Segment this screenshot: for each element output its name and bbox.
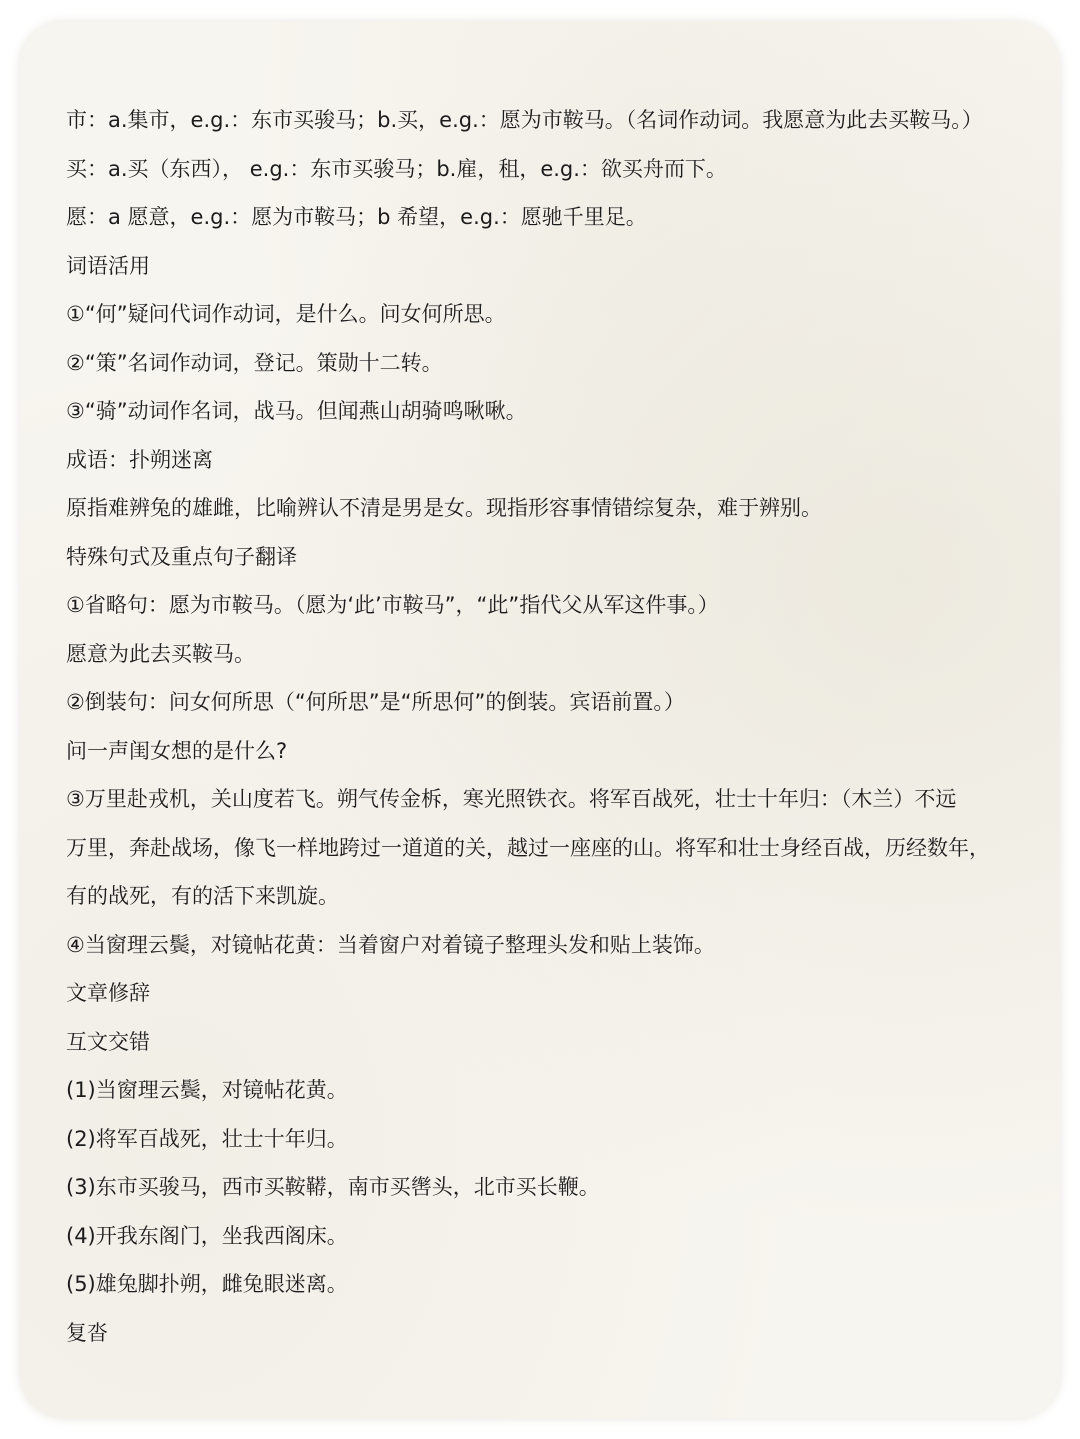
sentence-item-3-line-1: ③万里赴戎机，关山度若飞。朔气传金柝，寒光照铁衣。将军百战死，壮士十年归：（木兰）不远 bbox=[66, 787, 957, 811]
word-usage-item-2: ②“策”名词作动词，登记。策勋十二转。 bbox=[66, 350, 443, 375]
idiom-heading: 成语：扑朔迷离 bbox=[66, 447, 213, 472]
idiom-explanation: 原指难辨兔的雄雌，比喻辨认不清是男是女。现指形容事情错综复杂，难于辨别。 bbox=[66, 496, 822, 520]
huwen-item-1: (1)当窗理云鬓，对镜帖花黄。 bbox=[66, 1078, 348, 1102]
definition-yuan: 愿：a 愿意，e.g.：愿为市鞍马；b 希望，e.g.：愿驰千里足。 bbox=[66, 205, 647, 229]
word-usage-item-1: ①“何”疑问代词作动词，是什么。问女何所思。 bbox=[66, 302, 506, 326]
huwen-item-5: (5)雄兔脚扑朔，雌兔眼迷离。 bbox=[66, 1272, 348, 1296]
sentence-item-3-line-3: 有的战死，有的活下来凯旋。 bbox=[66, 884, 339, 908]
definition-mai: 买：a.买（东西）， e.g.：东市买骏马；b.雇，租，e.g.：欲买舟而下。 bbox=[66, 156, 727, 181]
rhetoric-subheading-huwen: 互文交错 bbox=[66, 1029, 150, 1054]
huwen-item-4: (4)开我东阁门，坐我西阁床。 bbox=[66, 1223, 348, 1248]
sentence-item-1-translation: 愿意为此去买鞍马。 bbox=[66, 641, 255, 666]
huwen-item-3: (3)东市买骏马，西市买鞍鞯，南市买辔头，北市买长鞭。 bbox=[66, 1175, 600, 1199]
word-usage-item-3: ③“骑”动词作名词，战马。但闻燕山胡骑鸣啾啾。 bbox=[66, 399, 527, 423]
sentence-item-3-line-2: 万里，奔赴战场，像飞一样地跨过一道道的关，越过一座座的山。将军和壮士身经百战，历经数年， bbox=[66, 835, 990, 860]
section-heading-rhetoric: 文章修辞 bbox=[66, 981, 150, 1005]
rhetoric-subheading-futa: 复沓 bbox=[66, 1320, 108, 1345]
sentence-item-1: ①省略句：愿为市鞍马。（愿为‘此’市鞍马”，“此”指代父从军这件事。） bbox=[66, 593, 719, 617]
sentence-item-4: ④当窗理云鬓，对镜帖花黄：当着窗户对着镜子整理头发和贴上装饰。 bbox=[66, 932, 715, 957]
section-heading-sentences: 特殊句式及重点句子翻译 bbox=[66, 544, 297, 569]
sentence-item-2-translation: 问一声闺女想的是什么? bbox=[66, 738, 288, 763]
section-heading-word-usage: 词语活用 bbox=[66, 253, 150, 278]
sentence-item-2: ②倒装句：问女何所思（“何所思”是“所思何”的倒装。宾语前置。） bbox=[66, 690, 685, 714]
definition-shi: 市：a.集市，e.g.：东市买骏马；b.买，e.g.：愿为市鞍马。（名词作动词。我愿意为此去买鞍马。） bbox=[66, 108, 983, 132]
document-body bbox=[66, 96, 1026, 1357]
huwen-item-2: (2)将军百战死，壮士十年归。 bbox=[66, 1126, 348, 1151]
